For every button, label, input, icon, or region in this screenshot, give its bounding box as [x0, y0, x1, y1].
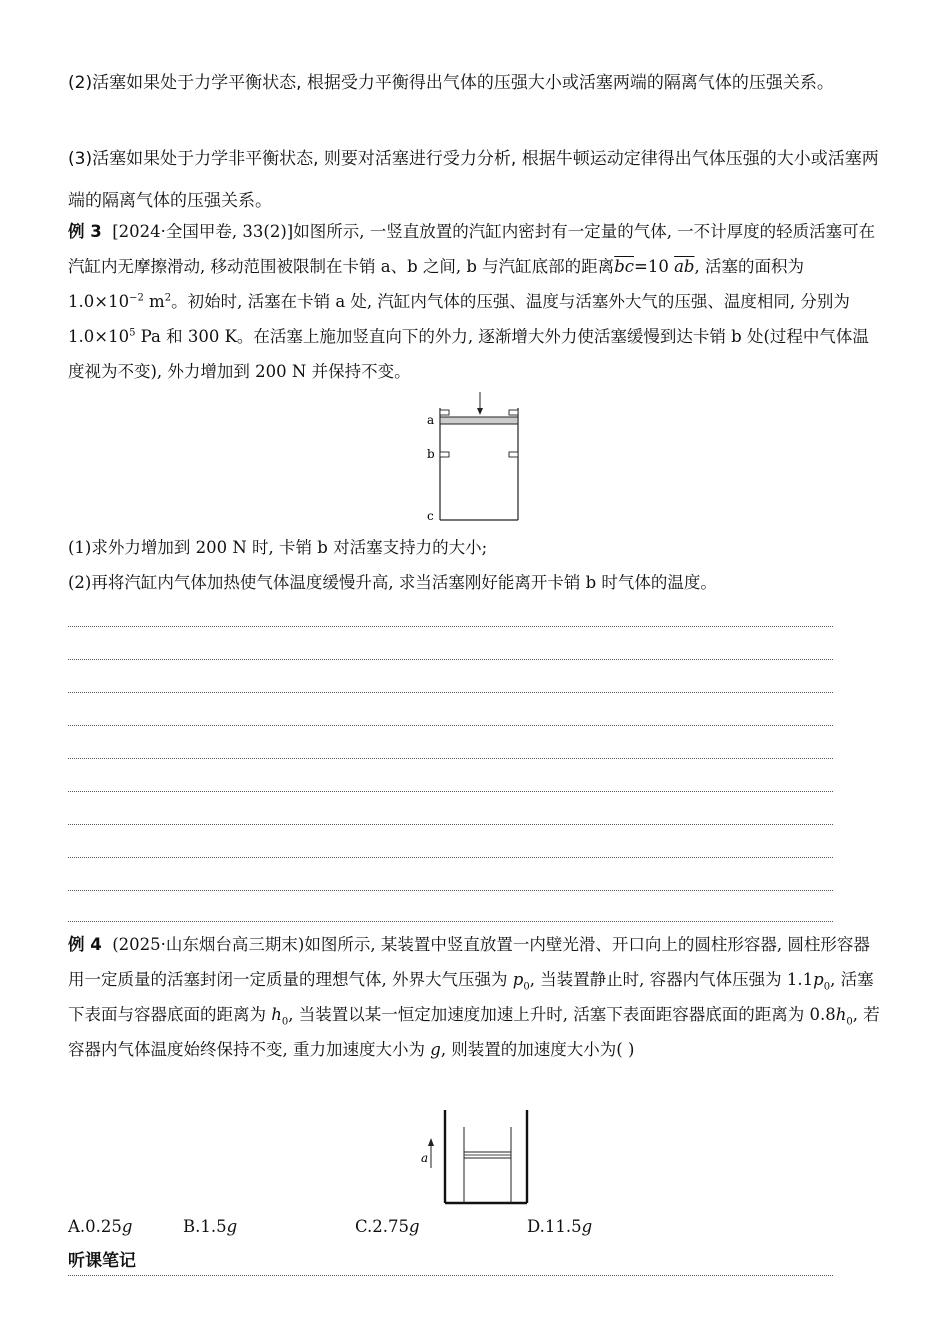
container-figure-ex4 — [415, 1105, 535, 1207]
paragraph-3: (3)活塞如果处于力学非平衡状态, 则要对活塞进行受力分析, 根据牛顿运动定律得出气体压强的大小或活塞两端的隔离气体的压强关系。 — [68, 149, 879, 211]
acceleration-label: a — [421, 1151, 429, 1165]
option-b[interactable]: B.1.5g — [183, 1217, 238, 1236]
answer-line — [68, 890, 833, 891]
paragraph-2: (2)活塞如果处于力学平衡状态, 根据受力平衡得出气体的压强大小或活塞两端的隔离气体的压强关系。 — [68, 73, 834, 93]
answer-line — [68, 791, 833, 792]
example-3-source: [2024·全国甲卷, 33(2)] — [112, 222, 294, 241]
answer-line — [68, 659, 833, 660]
option-c[interactable]: C.2.75g — [355, 1217, 420, 1236]
bc-segment: $\overline{bc}$ — [614, 257, 634, 276]
option-a[interactable]: A.0.25g — [68, 1217, 133, 1236]
answer-line — [68, 921, 833, 922]
notes-line — [68, 1275, 833, 1276]
question-1: (1)求外力增加到 200 N 时, 卡销 b 对活塞支持力的大小; — [68, 538, 488, 557]
answer-line — [68, 758, 833, 759]
example-3-text: 例 3 [2024·全国甲卷, 33(2)]如图所示, 一竖直放置的汽缸内密封有一定量的气体, 一不计厚度的轻质活塞可在汽缸内无摩擦滑动, 移动范围被限制在卡销 a、b 之间, b 与汽缸底部的距离$\overline{bc}=10$ $\overline{ab}$, 活塞的面积为 $1.0\times 10^{-2}$ $m^2$。初始时, 活塞在卡销 a 处, 汽缸内气体的压强、温度与活塞外大气的压强、温度相同, 分别为 $1.0\times 10^5$ Pa 和 300 K。在活塞上施加竖直向下的外力, 逐渐增大外力使活塞缓慢到达卡销 b 处(过程中气体温度视为不变), 外力增加到 200 N 并保持不变。 — [68, 222, 876, 381]
cylinder-figure-ex3 — [420, 390, 530, 525]
answer-line — [68, 725, 833, 726]
label-c: c — [427, 509, 434, 523]
answer-line — [68, 824, 833, 825]
label-b: b — [427, 447, 435, 461]
example-3-label: 例 3 — [68, 222, 102, 241]
option-d[interactable]: D.11.5g — [527, 1217, 593, 1236]
question-2: (2)再将汽缸内气体加热使气体温度缓慢升高, 求当活塞刚好能离开卡销 b 时气体的温度。 — [68, 573, 717, 592]
answer-line — [68, 692, 833, 693]
example-4-text: 例 4 (2025·山东烟台高三期末)如图所示, 某装置中竖直放置一内壁光滑、开口向上的圆柱形容器, 圆柱形容器用一定质量的活塞封闭一定质量的理想气体, 外界大气压强为 $p_0$, 当装置静止时, 容器内气体压强为 $1.1p_0$, 活塞下表面与容器底面的距离为 $h_0$, 当装置以某一恒定加速度加速上升时, 活塞下表面距容器底面的距离为 $0.8h_0$, 若容器内气体温度始终保持不变, 重力加速度大小为 g, 则装置的加速度大小为( ) — [68, 935, 880, 1059]
label-a: a — [427, 413, 435, 427]
ab-segment: $\overline{ab}$ — [674, 257, 695, 276]
example-4-label: 例 4 — [68, 935, 102, 954]
notes-heading: 听课笔记 — [68, 1251, 136, 1271]
example-4-source: (2025·山东烟台高三期末) — [112, 935, 305, 954]
answer-line — [68, 626, 833, 627]
answer-line — [68, 857, 833, 858]
